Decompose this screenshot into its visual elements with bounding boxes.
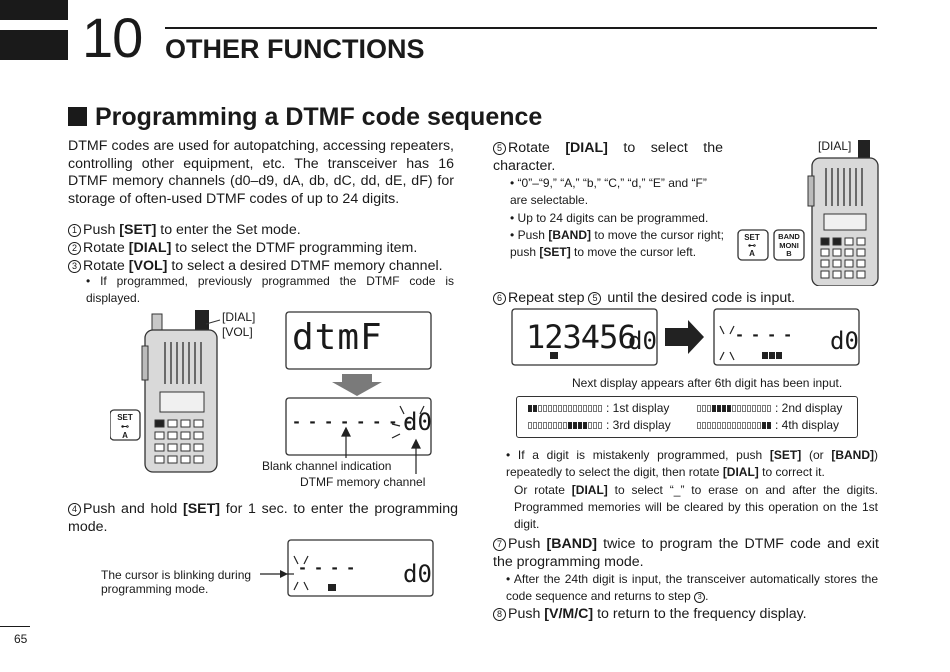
step-5: 5 Rotate [DIAL] to select the character. bbox=[493, 140, 723, 174]
seq-2nd: : 2nd display bbox=[697, 400, 842, 417]
cursor-caption-2: programming mode. bbox=[101, 582, 209, 596]
right-arrow-icon bbox=[665, 320, 704, 354]
dial-label: [DIAL] bbox=[222, 310, 256, 324]
step-7-note: • After the 24th digit is input, the transceiver automatically stores the code sequence and returns to step 3 . bbox=[506, 572, 878, 603]
step-number: 6 bbox=[493, 292, 506, 305]
chapter-tab-top bbox=[0, 0, 68, 20]
step-number: 1 bbox=[68, 224, 81, 237]
chapter-number: 10 bbox=[82, 6, 143, 69]
lcd-dashes-short: - - - - bbox=[735, 326, 792, 344]
step-5-note-1: • “0”–“9,” “A,” “b,” “C,” “d,” “E” and “F” are selectable. bbox=[510, 176, 707, 207]
step-5-note-3: • Push [BAND] to move the cursor right; push [SET] to move the cursor left. bbox=[510, 228, 724, 259]
lcd-dtmf-text: dtmF bbox=[292, 317, 383, 358]
radio-band-figure bbox=[734, 136, 884, 286]
key-band: [BAND] bbox=[546, 536, 597, 552]
step-number: 5 bbox=[493, 142, 506, 155]
step-5-note-2: • Up to 24 digits can be programmed. bbox=[510, 211, 709, 225]
step-number: 8 bbox=[493, 608, 506, 621]
step-8: 8 Push [V/M/C] to return to the frequency display. bbox=[493, 605, 879, 623]
square-bullet-icon bbox=[68, 107, 87, 126]
vol-label: [VOL] bbox=[222, 325, 253, 339]
section-title-text: Programming a DTMF code sequence bbox=[95, 103, 543, 131]
chapter-tab bbox=[0, 30, 68, 60]
set-key-label: SET ⊷ A bbox=[117, 413, 133, 440]
step-number: 4 bbox=[68, 503, 81, 516]
key-set: [SET] bbox=[119, 222, 157, 238]
seq-3rd: : 3rd display bbox=[528, 417, 671, 434]
step-6-note-2: Or rotate [DIAL] to select “_” to erase on and after the digits. Programmed memories will be cleared by this operation on the 1st digit. bbox=[514, 483, 879, 531]
footer-rule bbox=[0, 626, 30, 627]
memory-channel-caption: DTMF memory channel bbox=[300, 475, 426, 489]
step-1: 1 Push [SET] to enter the Set mode. bbox=[68, 221, 458, 239]
step-4: 4 Push and hold [SET] for 1 sec. to enter the programming mode. bbox=[68, 501, 458, 535]
key-set: [SET] bbox=[182, 501, 221, 517]
key-vmc: [V/M/C] bbox=[544, 606, 594, 622]
key-dial: [DIAL] bbox=[565, 140, 608, 156]
section-title bbox=[68, 102, 542, 132]
key-vol: [VOL] bbox=[128, 258, 168, 274]
lcd-channel: d0 bbox=[403, 560, 432, 588]
step-6: 6 Repeat step 5 until the desired code is input. bbox=[493, 289, 883, 307]
lcd-code-text: 123456 bbox=[526, 318, 636, 356]
page-number: 65 bbox=[14, 632, 28, 646]
radio-illustration bbox=[808, 140, 878, 286]
step-number: 2 bbox=[68, 242, 81, 255]
next-display-caption: Next display appears after 6th digit has been input. bbox=[572, 376, 843, 390]
seq-1st: : 1st display bbox=[528, 400, 669, 417]
band-key-label: BAND MONI B bbox=[778, 232, 800, 258]
blank-channel-caption: Blank channel indication bbox=[262, 459, 392, 473]
lcd-channel: d0 bbox=[830, 327, 859, 355]
lcd-channel: d0 bbox=[628, 327, 657, 355]
seq-4th: : 4th display bbox=[697, 417, 839, 434]
header-rule bbox=[165, 27, 877, 29]
step-number: 7 bbox=[493, 538, 506, 551]
step-number: 3 bbox=[68, 260, 81, 273]
step-ref: 3 bbox=[694, 592, 705, 603]
set-key-label: SET ⊷ A bbox=[744, 233, 760, 258]
lcd-dashes: - - - - - - - - bbox=[292, 413, 413, 431]
lcd-dashes-short: - - - - bbox=[298, 559, 355, 577]
dial-label: [DIAL] bbox=[818, 139, 852, 153]
intro-paragraph: DTMF codes are used for autopatching, accessing repeaters, controlling other equipment, etc. The transceiver has 16 DTMF memory channels (d0–d9, dA, db, dC, dd, dE, dF) for storage of often-used DTMF codes of up to 24 digits. bbox=[68, 138, 454, 207]
cursor-caption-1: The cursor is blinking during bbox=[101, 568, 252, 582]
chapter-title: OTHER FUNCTIONS bbox=[165, 34, 425, 64]
step-6-note-1: • If a digit is mistakenly programmed, push [SET] (or [BAND]) repeatedly to select the digit, then rotate [DIAL] to correct it. bbox=[506, 448, 878, 479]
step-7: 7 Push [BAND] twice to program the DTMF code and exit the programming mode. bbox=[493, 536, 879, 570]
step-3-note: • If programmed, previously programmed the DTMF code is displayed. bbox=[86, 274, 454, 305]
key-dial: [DIAL] bbox=[128, 240, 172, 256]
radio-illustration bbox=[142, 310, 220, 472]
step-ref: 5 bbox=[588, 292, 601, 305]
lcd-channel: d0 bbox=[403, 408, 432, 436]
step-2: 2 Rotate [DIAL] to select the DTMF programming item. bbox=[68, 239, 458, 257]
down-arrow-icon bbox=[332, 374, 382, 396]
step-3: 3 Rotate [VOL] to select a desired DTMF memory channel. bbox=[68, 257, 458, 275]
